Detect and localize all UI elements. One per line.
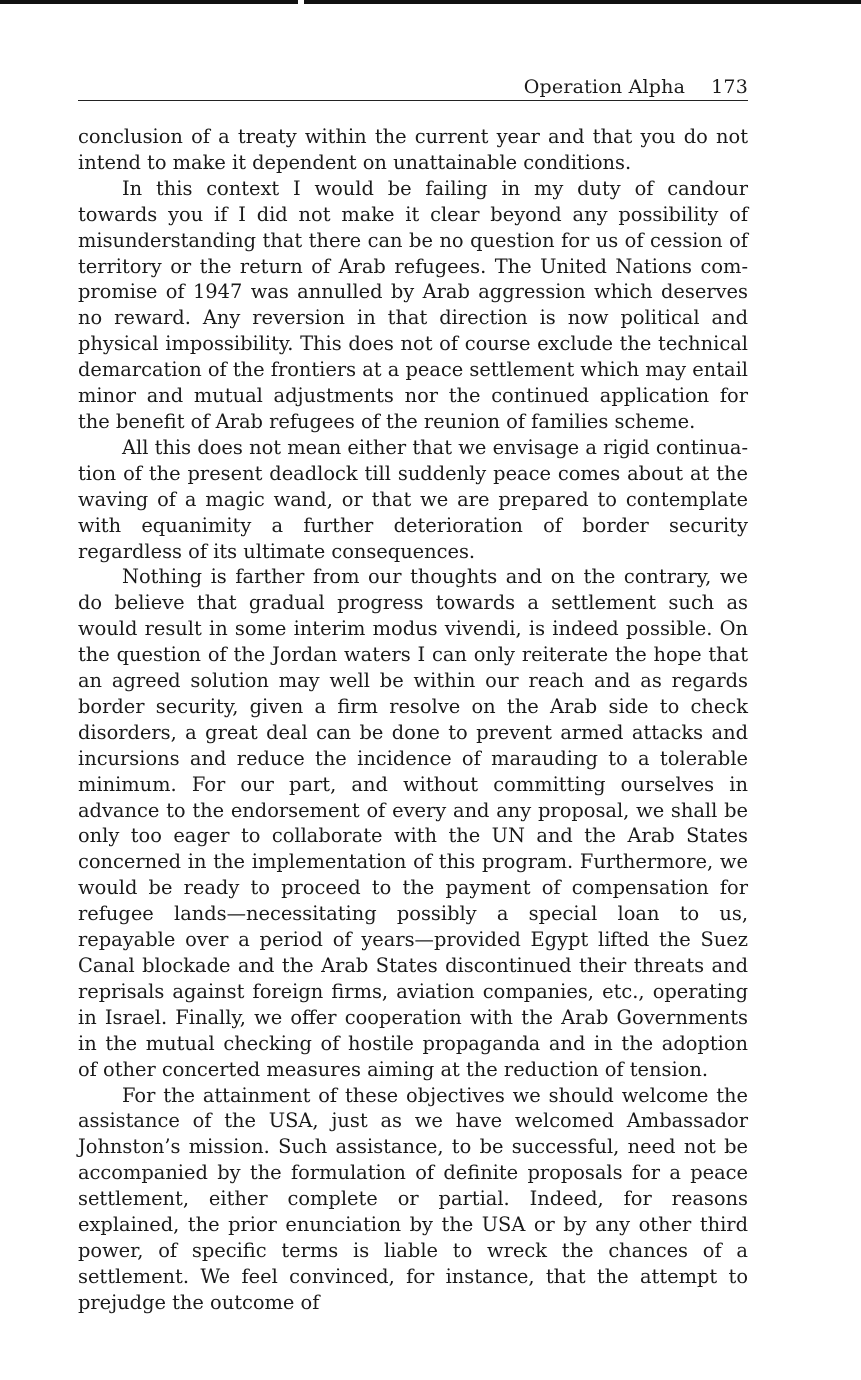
body-text	[78, 124, 748, 1316]
page-number: 173	[711, 76, 748, 98]
running-head	[78, 74, 748, 101]
paragraph-progress: Nothing is farther from our thoughts and on the contrary, we do believe that gradual progress towards a settlement such as would result in some interim modus vivendi, is indeed possible. On the question of the Jordan waters I can only reiterate the hope that an agreed solution may well be within our reach and as regards border security, given a firm resolve on the Arab side to check disorders, a great deal can be done to prevent armed attacks and incursions and reduce the incidence of marauding to a tolerable minimum. For our part, and without committing ourselves in advance to the endorsement of every and any proposal, we shall be only too eager to collaborate with the UN and the Arab States concerned in the implementation of this program. Furthermore, we would be ready to proceed to the payment of compensation for refugee lands—necessitating possibly a special loan to us, repayable over a period of years—provided Egypt lifted the Suez Canal blockade and the Arab States discontinued their threats and reprisals against foreign firms, aviation companies, etc., operating in Israel. Finally, we offer cooperation with the Arab Governments in the mutual checking of hostile propaganda and in the adoption of other concerted measures aiming at the reduction of tension.	[78, 565, 748, 1081]
running-title: Operation Alpha	[523, 76, 686, 98]
scan-top-edge-gap	[298, 0, 304, 4]
paragraph-deadlock: All this does not mean either that we envisage a rigid continuation of the present deadlock till suddenly peace comes about at the waving of a magic wand, or that we are prepared to contemplate with equanimity a further deterioration of border security regardless of its ultimate consequences.	[78, 435, 748, 563]
paragraph-continuation: conclusion of a treaty within the current year and that you do not intend to make it dependent on unattainable conditions.	[78, 125, 748, 174]
paragraph-usa-assistance: For the attainment of these objectives we should welcome the assistance of the USA, just as we have welcomed Ambassador Johnston’s mission. Such assistance, to be successful, need not be accompanied by the formulation of definite proposals for a peace settlement, either complete or partial. Indeed, for reasons explained, the prior enunciation by the USA or by any other third power, of specific terms is liable to wreck the chances of a settlement. We feel convinced, for instance, that the attempt to prejudge the outcome of	[78, 1083, 748, 1314]
paragraph-candour: In this context I would be failing in my duty of candour towards you if I did not make it clear beyond any possibility of misunderstanding that there can be no question for us of cession of territory or the return of Arab refugees. The United Nations compromise of 1947 was annulled by Arab aggression which deserves no reward. Any reversion in that direction is now political and physical impossibility. This does not of course exclude the technical demarcation of the frontiers at a peace settlement which may entail minor and mutual adjustments nor the continued application for the benefit of Arab refugees of the reunion of families scheme.	[78, 176, 749, 433]
scan-top-edge	[0, 0, 861, 4]
